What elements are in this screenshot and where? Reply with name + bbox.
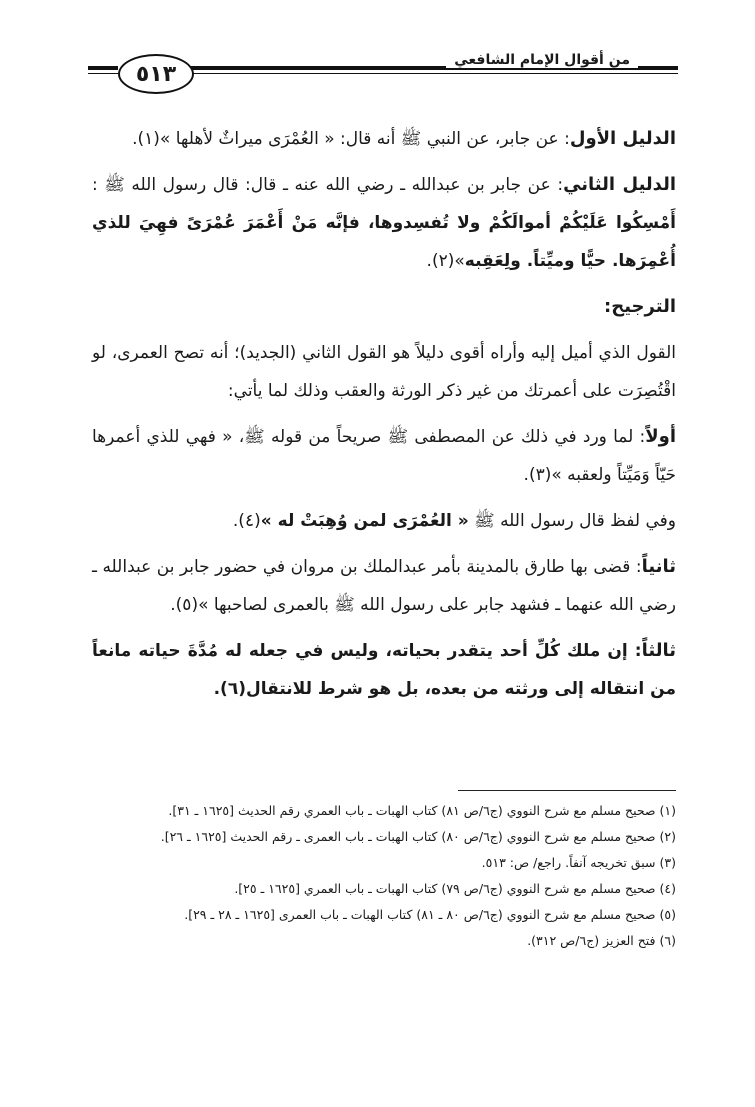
running-title: من أقوال الإمام الشافعي <box>446 52 638 68</box>
header-rule-left-thin <box>88 73 118 74</box>
header-rule-left-thick <box>88 66 118 70</box>
footnote-4: (٤) صحيح مسلم مع شرح النووي (ج٦/ص ٧٩) كتاب الهبات ـ باب العمري [١٦٢٥ ـ ٢٥]. <box>234 881 676 896</box>
other-wording-quote: « العُمْرَى لمن وُهِبَتْ له » <box>260 511 469 531</box>
evidence-1-text: : عن جابر، عن النبي ﷺ أنه قال: « العُمْرَى ميراثٌ لأهلها »(١). <box>132 129 570 149</box>
second-reason-heading: ثانياً <box>641 556 676 577</box>
page-number: ٥١٣ <box>118 54 194 94</box>
paragraph-evidence-1 <box>92 120 676 158</box>
evidence-2-heading: الدليل الثاني <box>563 174 677 195</box>
other-wording-footnote-ref: (٤). <box>232 511 261 531</box>
footnote-6: (٦) فتح العزيز (ج٦/ص ٣١٢). <box>527 933 676 948</box>
other-wording-prefix: وفي لفظ قال رسول الله ﷺ <box>474 511 676 531</box>
main-text <box>92 120 676 716</box>
footnote-5: (٥) صحيح مسلم مع شرح النووي (ج٦/ص ٨٠ ـ ٨١) كتاب الهبات ـ باب العمرى [١٦٢٥ ـ ٢٨ ـ ٢٩]. <box>184 907 676 922</box>
third-reason-heading: ثالثاً <box>641 640 676 661</box>
footnote-1: (١) صحيح مسلم مع شرح النووي (ج٦/ص ٨١) كتاب الهبات ـ باب العمري رقم الحديث [١٦٢٥ ـ ٣١]. <box>168 803 676 818</box>
evidence-2-footnote-ref: »(٢). <box>426 251 465 271</box>
paragraph-evidence-2 <box>92 166 676 280</box>
first-reason-text: : لما ورد في ذلك عن المصطفى ﷺ صريحاً من قوله ﷺ، « فهي للذي أعمرها حَيّاً وَمَيِّتاً ولعقبه »(٣). <box>92 427 676 485</box>
first-reason-heading: أولاً <box>645 426 676 447</box>
evidence-2-hadith-quote: أَمْسِكُوا عَلَيْكُمْ أموالَكُمْ ولا تُفسِدوها، فإنَّه مَنْ أَعْمَرَ عُمْرَىً فهِيَ للذي أُعْمِرَها. حيًّا وميِّتاً. ولِعَقِبه <box>92 213 676 271</box>
tarjih-heading: الترجيح: <box>604 296 676 317</box>
footnote-2: (٢) صحيح مسلم مع شرح النووي (ج٦/ص ٨٠) كتاب الهبات ـ باب العمرى ـ رقم الحديث [١٦٢٥ ـ ٢٦]. <box>160 829 676 844</box>
header-rule-thin <box>166 73 678 74</box>
paragraph-second-reason <box>92 548 676 624</box>
footnote-separator <box>458 790 676 791</box>
tarjih-paragraph: القول الذي أميل إليه وأراه أقوى دليلاً هو القول الثاني (الجديد)؛ أنه تصح العمرى، لو اقْتُصِرَت على أعمرتك من غير ذكر الورثة والعقب وذلك لما يأتي: <box>92 343 676 401</box>
paragraph-other-wording <box>92 502 676 540</box>
paragraph-third-reason <box>92 632 676 708</box>
second-reason-text: : قضى بها طارق بالمدينة بأمر عبدالملك بن مروان في حضور جابر بن عبدالله ـ رضي الله عنهما ـ فشهد جابر على رسول الله ﷺ بالعمرى لصاحبها »(٥). <box>92 557 676 615</box>
evidence-2-intro: : عن جابر بن عبدالله ـ رضي الله عنه ـ قال: قال رسول الله ﷺ : <box>92 175 564 195</box>
evidence-1-heading: الدليل الأول <box>569 128 676 149</box>
third-reason-text: : إن ملك كُلِّ أحد يتقدر بحياته، وليس في جعله له مُدَّةَ حياته مانعاً من انتقاله إلى ورثته من بعده، بل هو شرط للانتقال(٦). <box>92 641 676 699</box>
footnotes <box>100 798 676 954</box>
footnote-3: (٣) سبق تخريجه آنفاً. راجع/ ص: ٥١٣. <box>481 855 676 870</box>
paragraph-first-reason <box>92 418 676 494</box>
page-header <box>88 48 678 96</box>
